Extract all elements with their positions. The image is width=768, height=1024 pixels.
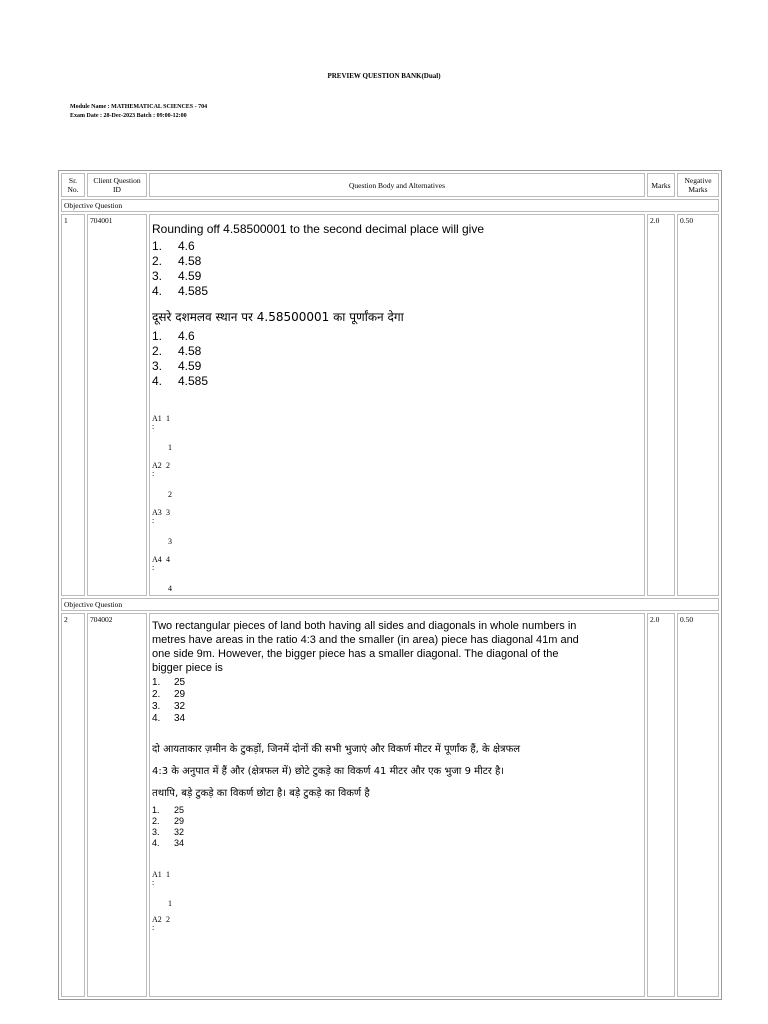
option-item	[152, 329, 642, 344]
header-neg-line1: Negative	[684, 176, 712, 185]
option-item	[152, 239, 642, 254]
option-item	[152, 805, 642, 816]
option-item	[152, 344, 642, 359]
option-value: 29	[174, 816, 185, 826]
option-item	[152, 701, 642, 713]
option-number: 4.	[152, 284, 163, 298]
option-value: 4.58	[178, 254, 202, 268]
question-text-hi: दूसरे दशमलव स्थान पर 4.58500001 का पूर्णांकन देगा	[152, 310, 404, 324]
alternative-answer: 4	[168, 584, 172, 593]
section-row	[61, 598, 719, 611]
alternative-item	[152, 415, 642, 431]
alternative-label: A2	[152, 915, 162, 924]
module-name: Module Name : MATHEMATICAL SCIENCES - 704	[70, 104, 208, 110]
alternative-item	[152, 509, 642, 525]
option-number: 3.	[152, 269, 163, 283]
question-text-en: Two rectangular pieces of land both having all sides and diagonals in whole numbers in metres have areas in the ratio 4:3 and the smaller (in area) piece has diagonal 41m and one side 9m. However, the bigger piece has a smaller diagonal. The diagonal of the bigger piece is	[152, 620, 579, 674]
option-item	[152, 677, 642, 689]
question-text-en: Rounding off 4.58500001 to the second decimal place will give	[152, 222, 485, 236]
alternative-label: A1	[152, 870, 162, 879]
option-number: 4.	[152, 838, 160, 848]
option-value: 34	[174, 713, 186, 724]
alternative-value: 2	[166, 915, 170, 924]
alternative-value: 4	[166, 555, 170, 564]
header-neg-line2: Marks	[688, 185, 708, 194]
section-row	[61, 199, 719, 212]
alternative-label: A1	[152, 414, 162, 423]
alternative-answer: 3	[168, 537, 172, 546]
alternative-item	[152, 556, 642, 572]
alternative-colon: :	[152, 563, 155, 572]
header-marks: Marks	[647, 173, 675, 197]
option-number: 1.	[152, 677, 161, 688]
marks-value: 2.0	[647, 613, 675, 997]
option-value: 4.6	[178, 239, 195, 253]
option-item	[152, 838, 642, 849]
question-bank-table	[58, 170, 722, 1000]
option-value: 4.59	[178, 269, 202, 283]
alternative-label: A3	[152, 508, 162, 517]
option-value: 32	[174, 701, 186, 712]
option-number: 3.	[152, 701, 161, 712]
alternative-value: 1	[166, 414, 170, 423]
alternative-colon: :	[152, 923, 155, 932]
alternative-item	[152, 871, 642, 887]
option-number: 3.	[152, 827, 160, 837]
option-item	[152, 713, 642, 725]
alternative-answer: 1	[168, 899, 172, 908]
alternative-colon: :	[152, 469, 155, 478]
option-item	[152, 374, 642, 389]
section-label: Objective Question	[61, 598, 719, 611]
alternative-colon: :	[152, 516, 155, 525]
header-client-id	[87, 173, 147, 197]
page-title: PREVIEW QUESTION BANK(Dual)	[327, 72, 441, 80]
option-value: 34	[174, 838, 185, 848]
option-value: 25	[174, 805, 185, 815]
sr-no: 2	[61, 613, 85, 997]
alternative-colon: :	[152, 422, 155, 431]
option-item	[152, 689, 642, 701]
option-number: 2.	[152, 689, 161, 700]
alternative-item	[152, 462, 642, 478]
option-number: 2.	[152, 344, 163, 358]
option-value: 4.6	[178, 329, 195, 343]
alternative-colon: :	[152, 878, 155, 887]
exam-date-batch: Exam Date : 28-Dec-2023 Batch : 09:00-12:00	[70, 113, 187, 119]
option-item	[152, 269, 642, 284]
sr-no: 1	[61, 214, 85, 596]
header-negative-marks	[677, 173, 719, 197]
option-value: 32	[174, 827, 185, 837]
option-value: 4.585	[178, 284, 209, 298]
option-value: 29	[174, 689, 186, 700]
option-value: 4.58	[178, 344, 202, 358]
option-number: 1.	[152, 239, 163, 253]
alternative-label: A4	[152, 555, 162, 564]
option-number: 4.	[152, 374, 163, 388]
option-item	[152, 827, 642, 838]
alternative-answer: 1	[168, 443, 172, 452]
client-question-id: 704002	[87, 613, 147, 997]
option-number: 4.	[152, 713, 161, 724]
table-header-row	[61, 173, 719, 197]
alternative-answer: 2	[168, 490, 172, 499]
option-value: 25	[174, 677, 186, 688]
alternative-value: 2	[166, 461, 170, 470]
header-sr-line1: Sr.	[68, 176, 78, 185]
option-number: 1.	[152, 329, 163, 343]
header-question-body: Question Body and Alternatives	[149, 173, 645, 197]
client-question-id: 704001	[87, 214, 147, 596]
option-item	[152, 359, 642, 374]
marks-value: 2.0	[647, 214, 675, 596]
option-item	[152, 254, 642, 269]
option-value: 4.585	[178, 374, 209, 388]
section-label: Objective Question	[61, 199, 719, 212]
negative-marks-value: 0.50	[677, 613, 719, 997]
negative-marks-value: 0.50	[677, 214, 719, 596]
alternative-value: 1	[166, 870, 170, 879]
option-number: 1.	[152, 805, 160, 815]
header-client-line1: Client Question	[93, 176, 141, 185]
header-sr-no	[61, 173, 85, 197]
option-number: 2.	[152, 254, 163, 268]
header-client-line2: ID	[113, 185, 121, 194]
question-body	[149, 214, 645, 596]
alternative-value: 3	[166, 508, 170, 517]
option-number: 3.	[152, 359, 163, 373]
option-item	[152, 816, 642, 827]
alternative-label: A2	[152, 461, 162, 470]
alternative-item	[152, 916, 642, 932]
header-sr-line2: No.	[67, 185, 79, 194]
table-row	[61, 214, 719, 596]
option-value: 4.59	[178, 359, 202, 373]
question-body	[149, 613, 645, 997]
option-number: 2.	[152, 816, 160, 826]
table-row	[61, 613, 719, 997]
option-item	[152, 284, 642, 299]
question-text-hi: दो आयताकार ज़मीन के टुकड़ों, जिनमें दोनों की सभी भुजाएं और विकर्ण मीटर में पूर्णांक हैं, के क्षेत्रफल 4:3 के अनुपात में हैं और (क्षेत्रफल में) छोटे टुकड़े का विकर्ण 41 मीटर और एक भुजा 9 मीटर है। तथापि, बड़े टुकड़े का विकर्ण छोटा है। बड़े टुकड़े का विकर्ण है	[152, 744, 521, 799]
